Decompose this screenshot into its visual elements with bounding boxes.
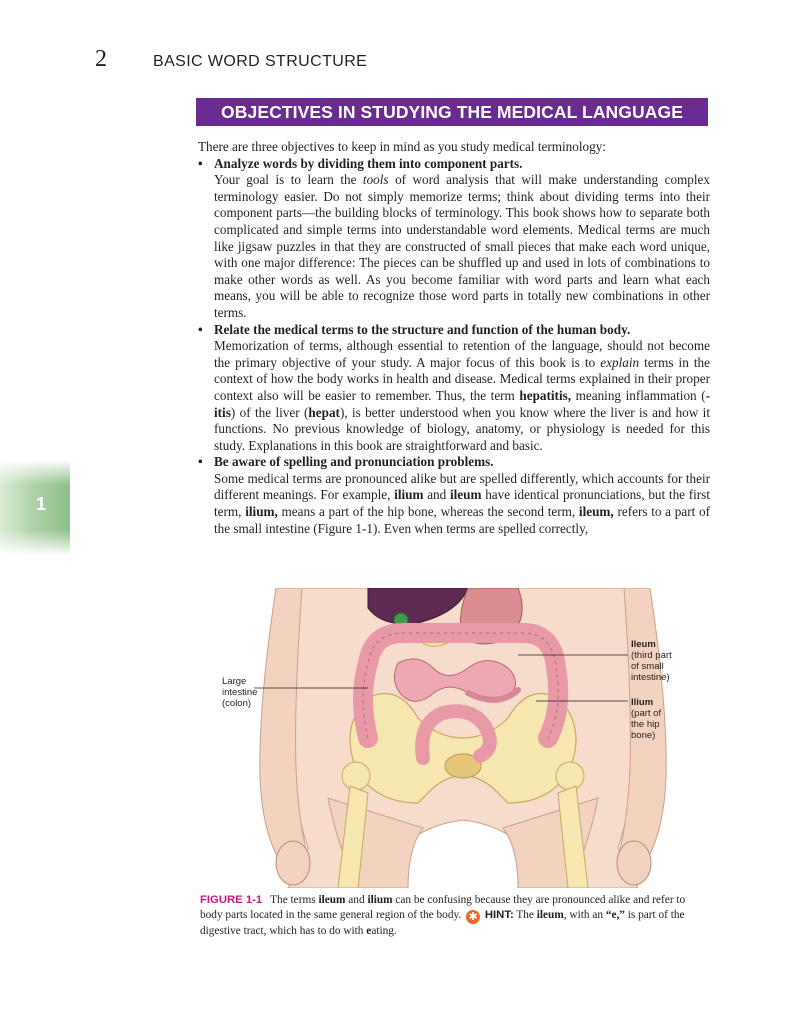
text-run: Some medical terms are pronounced alike but are spelled differently, which accounts for their different meanings. For example, (214, 470, 710, 503)
caption-term-ilium: ilium (367, 894, 393, 906)
text-run: means a part of the hip bone, whereas the second term, (277, 504, 579, 520)
objective-2-paragraph (198, 338, 710, 454)
term-ilium: ilium (394, 487, 424, 503)
caption-text: and (345, 894, 368, 906)
term-itis: -itis (214, 387, 710, 420)
emphasis-tools: tools (362, 172, 389, 188)
ileum-label: Ileum (631, 639, 656, 650)
term-ileum: ileum (449, 487, 482, 503)
ileum-desc-2: of small (631, 661, 664, 672)
term-ilium: ilium, (245, 504, 278, 520)
text-run: terms in the context of how the body works in health and disease. Medical terms explained in their proper context also will be easier to remember. Thus, the term (214, 354, 710, 403)
objective-1-title: Analyze words by dividing them into component parts. (214, 155, 523, 171)
text-run: ), is better understood when you know where the liver is and how it functions. No previous knowledge of biology, anatomy, or physiology is needed for this study. Explanations in this book are straightforward and basic. (214, 404, 710, 453)
objective-1-paragraph (198, 172, 710, 321)
caption-text: is part of the digestive tract, which has to do with (200, 909, 685, 937)
right-femur-head (556, 762, 584, 790)
body-text (198, 139, 710, 537)
objective-3-title: Be aware of spelling and pronunciation problems. (214, 454, 494, 470)
large-intestine-label-2: intestine (222, 687, 258, 698)
objective-2-heading (198, 322, 710, 339)
figure-label: FIGURE 1-1 (200, 894, 263, 906)
running-head (95, 46, 367, 76)
caption-emphasis-e: e (366, 925, 372, 937)
chapter-tab-number: 1 (36, 494, 47, 514)
text-run: Memorization of terms, although essential to retention of the language, should not become the primary objective of your study. A major focus of this book is to (214, 338, 710, 370)
chapter-tab-fade-bottom (0, 530, 70, 555)
bullet-icon: • (198, 454, 203, 470)
caption-text: ating. (371, 925, 397, 937)
large-intestine-label-3: (colon) (222, 698, 252, 709)
ileum-desc-3: intestine) (631, 672, 670, 683)
objective-3-heading (198, 454, 710, 471)
text-run: meaning inflammation ( (571, 387, 706, 403)
caption-term-ileum: ileum (536, 909, 564, 921)
objective-1-heading (198, 156, 710, 173)
hint-label: HINT: (484, 909, 514, 921)
caption-text: can be confusing because they are pronounced alike and refer to body parts located in the same general region of the body. (200, 894, 686, 921)
caption-term-ileum: ileum (318, 894, 346, 906)
text-run: Your goal is to learn the (214, 172, 363, 188)
text-run: refers to a part of the small intestine (Figure 1-1). Even when terms are spelled correctly, (214, 504, 710, 536)
text-run: and (423, 487, 450, 503)
left-femur-head (342, 762, 370, 790)
hint-icon: ✱ (466, 910, 480, 924)
term-ileum: ileum, (578, 504, 614, 520)
caption-text: The (513, 909, 537, 921)
caption-letter-e: “e,” (605, 909, 625, 921)
objective-3-paragraph (198, 471, 710, 537)
chapter-title: BASIC WORD STRUCTURE (153, 53, 368, 70)
intro-paragraph: There are three objectives to keep in mind as you study medical terminology: (198, 139, 606, 154)
term-hepatitis: hepatitis, (519, 387, 572, 403)
caption-text: , with an (563, 909, 606, 921)
bullet-icon: • (198, 321, 203, 337)
ileum-desc-1: (third part (631, 650, 672, 661)
objective-2-title: Relate the medical terms to the structure and function of the human body. (214, 321, 631, 337)
ilium-desc-1: (part of (631, 708, 662, 719)
ilium-desc-3: bone) (631, 730, 656, 741)
text-run: ) of the liver ( (230, 404, 309, 420)
figure-caption (200, 893, 710, 939)
figure-1-1-illustration (218, 588, 708, 888)
caption-text: The terms (270, 894, 319, 906)
left-hand (276, 841, 310, 885)
ilium-label: Ilium (631, 697, 654, 708)
section-heading: OBJECTIVES IN STUDYING THE MEDICAL LANGUAGE (196, 98, 708, 126)
text-run: have identical pronunciations, but the first term, (214, 487, 710, 520)
large-intestine-label-1: Large (222, 676, 247, 687)
ilium-desc-2: the hip (631, 719, 660, 730)
chapter-tab-fade-top (0, 460, 70, 485)
term-hepat: hepat (308, 404, 340, 420)
right-hand (617, 841, 651, 885)
text-run: of word analysis that will make understanding complex terminology easier. Do not simply memorize terms; think about dividing terms into their component parts—the building blocks of terminology. This book shows how to separate both complicated and simple terms into understandable word elements. Medical terms are much like jigsaw puzzles in that they are constructed of small pieces that make each word unique, with one major difference: The pieces can be shuffled up and used in lots of combinations to make other words as well. As you become familiar with word parts and learn what each means, you will be able to recognize those word parts in totally new combinations in other terms. (214, 172, 710, 320)
emphasis-explain: explain (600, 354, 640, 370)
page-number: 2 (95, 46, 107, 72)
bullet-icon: • (198, 155, 203, 171)
